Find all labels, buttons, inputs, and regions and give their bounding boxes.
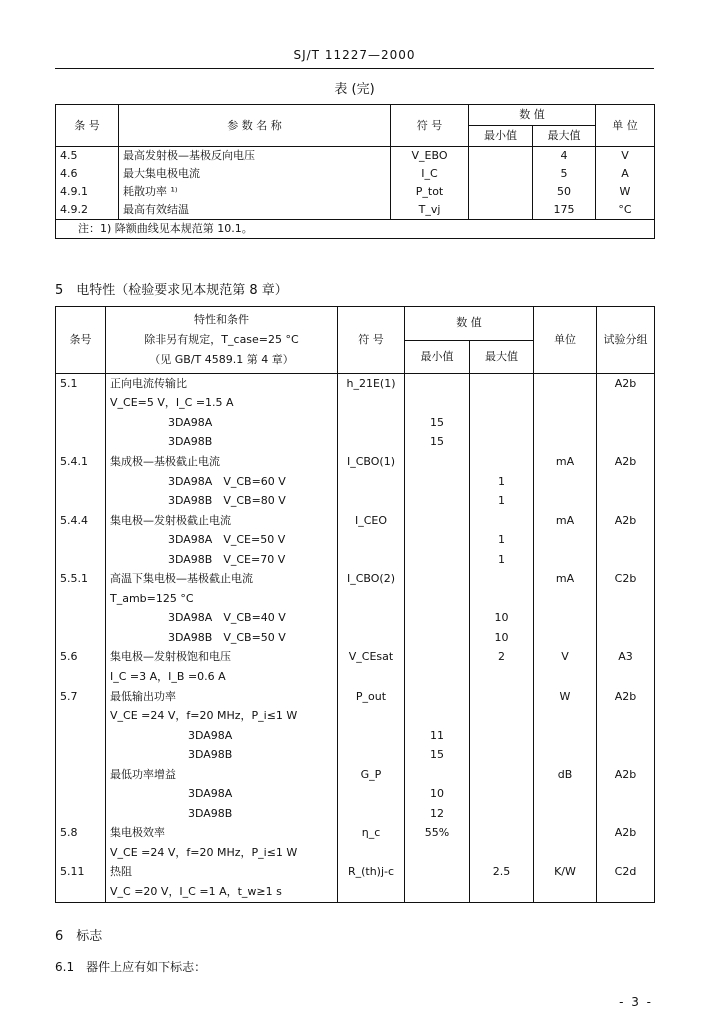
unit xyxy=(534,491,597,511)
parameter-name: 最高有效结温 xyxy=(119,201,391,220)
col-header-values: 数 值 xyxy=(405,307,534,341)
unit xyxy=(534,394,597,414)
unit xyxy=(534,726,597,746)
characteristic-text: 3DA98A V_CE=50 V xyxy=(106,530,338,550)
test-group xyxy=(597,667,655,687)
min-value xyxy=(469,201,533,220)
clause-number xyxy=(56,804,106,824)
col-header-no: 条号 xyxy=(56,307,106,374)
clause-number xyxy=(56,628,106,648)
clause-number: 5.8 xyxy=(56,824,106,844)
section-6-heading: 6 标志 xyxy=(55,929,103,944)
clause-number: 5.4.1 xyxy=(56,452,106,472)
test-group xyxy=(597,472,655,492)
conditions-title: 特性和条件 xyxy=(194,313,249,326)
table-row xyxy=(56,726,655,746)
clause-number: 5.7 xyxy=(56,687,106,707)
max-value: 1 xyxy=(470,550,534,570)
col-header-values: 数 值 xyxy=(469,105,596,126)
min-value: 11 xyxy=(405,726,470,746)
min-value xyxy=(405,550,470,570)
symbol: I_C xyxy=(391,165,469,183)
page-number: - 3 - xyxy=(619,995,653,1009)
characteristic-text: I_C =3 A，I_B =0.6 A xyxy=(106,667,338,687)
symbol xyxy=(338,433,405,453)
col-header-param: 参 数 名 称 xyxy=(119,105,391,147)
characteristic-text: 热阻 xyxy=(106,863,338,883)
max-value xyxy=(470,804,534,824)
test-group: A3 xyxy=(597,648,655,668)
characteristic-text: 3DA98A xyxy=(106,726,338,746)
characteristic-text: 3DA98B xyxy=(106,745,338,765)
characteristic-text: V_C =20 V，I_C =1 A，t_w≥1 s xyxy=(106,882,338,902)
standard-number-header: SJ/T 11227—2000 xyxy=(293,48,416,62)
max-value: 175 xyxy=(533,201,596,220)
characteristic-text: 集电极效率 xyxy=(106,824,338,844)
col-header-conditions xyxy=(106,307,338,374)
table-footnote: 注：1) 降额曲线见本规范第 10.1。 xyxy=(56,220,655,239)
characteristic-text: 高温下集电极—基极截止电流 xyxy=(106,569,338,589)
unit xyxy=(534,374,597,394)
col-header-symbol: 符 号 xyxy=(391,105,469,147)
max-value xyxy=(470,745,534,765)
max-value xyxy=(470,667,534,687)
unit xyxy=(534,628,597,648)
table-row xyxy=(56,824,655,844)
min-value xyxy=(405,648,470,668)
characteristic-text: 正向电流传输比 xyxy=(106,374,338,394)
table-row xyxy=(56,784,655,804)
min-value: 15 xyxy=(405,745,470,765)
unit: dB xyxy=(534,765,597,785)
parameter-name: 耗散功率 ¹⁾ xyxy=(119,183,391,201)
max-value: 1 xyxy=(470,472,534,492)
table-row xyxy=(56,413,655,433)
test-group xyxy=(597,784,655,804)
clause-number xyxy=(56,745,106,765)
col-header-min: 最小值 xyxy=(469,126,533,147)
symbol: P_out xyxy=(338,687,405,707)
table-row xyxy=(56,648,655,668)
col-header-min: 最小值 xyxy=(405,340,470,374)
test-group xyxy=(597,843,655,863)
symbol xyxy=(338,784,405,804)
clause-number xyxy=(56,609,106,629)
clause-number xyxy=(56,413,106,433)
characteristic-text: V_CE =24 V，f=20 MHz，P_i≤1 W xyxy=(106,706,338,726)
characteristic-text: 集电极—发射极截止电流 xyxy=(106,511,338,531)
col-header-symbol: 符 号 xyxy=(338,307,405,374)
min-value xyxy=(469,183,533,201)
max-value: 10 xyxy=(470,628,534,648)
characteristic-text: 3DA98B V_CB=80 V xyxy=(106,491,338,511)
clause-number xyxy=(56,882,106,902)
unit: A xyxy=(596,165,655,183)
min-value xyxy=(405,530,470,550)
min-value xyxy=(469,165,533,183)
table-row xyxy=(56,165,655,183)
table-row xyxy=(56,843,655,863)
table-row xyxy=(56,765,655,785)
col-header-test-group: 试验分组 xyxy=(597,307,655,374)
unit: mA xyxy=(534,569,597,589)
table-row xyxy=(56,667,655,687)
max-value: 2.5 xyxy=(470,863,534,883)
table-row xyxy=(56,863,655,883)
max-value xyxy=(470,784,534,804)
symbol: T_vj xyxy=(391,201,469,220)
min-value: 15 xyxy=(405,413,470,433)
test-group xyxy=(597,726,655,746)
unit: mA xyxy=(534,511,597,531)
unit: °C xyxy=(596,201,655,220)
clause-number xyxy=(56,550,106,570)
symbol xyxy=(338,667,405,687)
clause-number xyxy=(56,433,106,453)
test-group xyxy=(597,394,655,414)
electrical-characteristics-table xyxy=(55,306,655,903)
unit xyxy=(534,667,597,687)
symbol: I_CEO xyxy=(338,511,405,531)
test-group: A2b xyxy=(597,687,655,707)
characteristic-text: 集电极—发射极饱和电压 xyxy=(106,648,338,668)
test-group: A2b xyxy=(597,511,655,531)
max-value: 2 xyxy=(470,648,534,668)
max-value xyxy=(470,569,534,589)
table-row xyxy=(56,394,655,414)
min-value xyxy=(405,863,470,883)
symbol xyxy=(338,589,405,609)
symbol xyxy=(338,472,405,492)
max-value xyxy=(470,765,534,785)
max-value: 5 xyxy=(533,165,596,183)
max-value: 10 xyxy=(470,609,534,629)
clause-number xyxy=(56,394,106,414)
symbol xyxy=(338,530,405,550)
clause-number: 4.9.1 xyxy=(56,183,119,201)
section-5-heading: 5 电特性（检验要求见本规范第 8 章） xyxy=(55,283,288,298)
max-value xyxy=(470,726,534,746)
test-group xyxy=(597,609,655,629)
clause-number xyxy=(56,706,106,726)
symbol xyxy=(338,491,405,511)
clause-number: 4.5 xyxy=(56,147,119,166)
table-row xyxy=(56,804,655,824)
conditions-line-3: （见 GB/T 4589.1 第 4 章） xyxy=(149,353,294,366)
table-row xyxy=(56,745,655,765)
table-row xyxy=(56,882,655,902)
table-row xyxy=(56,183,655,201)
col-header-max: 最大值 xyxy=(533,126,596,147)
unit xyxy=(534,706,597,726)
clause-number xyxy=(56,530,106,550)
test-group xyxy=(597,433,655,453)
table-row xyxy=(56,687,655,707)
max-value: 4 xyxy=(533,147,596,166)
unit xyxy=(534,843,597,863)
col-header-unit: 单 位 xyxy=(596,105,655,147)
clause-number: 5.6 xyxy=(56,648,106,668)
clause-number xyxy=(56,843,106,863)
table-row xyxy=(56,433,655,453)
max-value xyxy=(470,413,534,433)
unit xyxy=(534,413,597,433)
table-row xyxy=(56,530,655,550)
characteristic-text: 最低输出功率 xyxy=(106,687,338,707)
unit xyxy=(534,433,597,453)
test-group xyxy=(597,589,655,609)
symbol: G_P xyxy=(338,765,405,785)
conditions-line-2: 除非另有规定，T_case=25 °C xyxy=(144,333,299,346)
unit: W xyxy=(596,183,655,201)
characteristic-text: 3DA98A V_CB=60 V xyxy=(106,472,338,492)
unit xyxy=(534,824,597,844)
unit: V xyxy=(534,648,597,668)
symbol: R_(th)j-c xyxy=(338,863,405,883)
test-group: A2b xyxy=(597,765,655,785)
clause-number: 5.4.4 xyxy=(56,511,106,531)
test-group: C2b xyxy=(597,569,655,589)
clause-number: 5.11 xyxy=(56,863,106,883)
min-value xyxy=(405,374,470,394)
unit xyxy=(534,609,597,629)
unit xyxy=(534,745,597,765)
clause-number xyxy=(56,472,106,492)
characteristic-text: V_CE=5 V，I_C =1.5 A xyxy=(106,394,338,414)
parameter-table xyxy=(55,104,655,239)
clause-number: 5.1 xyxy=(56,374,106,394)
symbol xyxy=(338,706,405,726)
symbol xyxy=(338,394,405,414)
test-group: A2b xyxy=(597,374,655,394)
clause-number: 4.9.2 xyxy=(56,201,119,220)
clause-number xyxy=(56,667,106,687)
characteristic-text: 最低功率增益 xyxy=(106,765,338,785)
characteristic-text: T_amb=125 °C xyxy=(106,589,338,609)
symbol: η_c xyxy=(338,824,405,844)
symbol xyxy=(338,804,405,824)
parameter-name: 最大集电极电流 xyxy=(119,165,391,183)
min-value xyxy=(405,394,470,414)
max-value xyxy=(470,824,534,844)
symbol xyxy=(338,843,405,863)
unit: V xyxy=(596,147,655,166)
clause-number xyxy=(56,589,106,609)
min-value xyxy=(405,687,470,707)
max-value xyxy=(470,706,534,726)
unit: mA xyxy=(534,452,597,472)
test-group: A2b xyxy=(597,824,655,844)
characteristic-text: 3DA98A xyxy=(106,413,338,433)
col-header-no: 条 号 xyxy=(56,105,119,147)
clause-number xyxy=(56,784,106,804)
test-group xyxy=(597,550,655,570)
test-group: C2d xyxy=(597,863,655,883)
table-row xyxy=(56,706,655,726)
test-group xyxy=(597,804,655,824)
max-value: 1 xyxy=(470,491,534,511)
min-value xyxy=(405,569,470,589)
symbol: h_21E(1) xyxy=(338,374,405,394)
min-value xyxy=(405,882,470,902)
clause-number: 5.5.1 xyxy=(56,569,106,589)
table-row xyxy=(56,472,655,492)
table-row xyxy=(56,589,655,609)
max-value xyxy=(470,452,534,472)
characteristic-text: 3DA98B V_CE=70 V xyxy=(106,550,338,570)
min-value: 10 xyxy=(405,784,470,804)
min-value xyxy=(405,667,470,687)
min-value xyxy=(405,628,470,648)
clause-number xyxy=(56,765,106,785)
max-value xyxy=(470,433,534,453)
symbol xyxy=(338,628,405,648)
min-value: 15 xyxy=(405,433,470,453)
symbol xyxy=(338,413,405,433)
section-6-1-text: 6.1 器件上应有如下标志： xyxy=(55,960,207,974)
table-row xyxy=(56,147,655,166)
symbol xyxy=(338,550,405,570)
unit: K/W xyxy=(534,863,597,883)
characteristic-text: 3DA98A xyxy=(106,784,338,804)
table-row xyxy=(56,569,655,589)
max-value: 1 xyxy=(470,530,534,550)
symbol: P_tot xyxy=(391,183,469,201)
unit: W xyxy=(534,687,597,707)
min-value: 12 xyxy=(405,804,470,824)
min-value xyxy=(405,491,470,511)
min-value xyxy=(405,843,470,863)
table-row xyxy=(56,452,655,472)
table-row xyxy=(56,511,655,531)
col-header-unit: 单位 xyxy=(534,307,597,374)
unit xyxy=(534,550,597,570)
table-row xyxy=(56,609,655,629)
symbol: V_CEsat xyxy=(338,648,405,668)
test-group: A2b xyxy=(597,452,655,472)
unit xyxy=(534,804,597,824)
characteristic-text: 3DA98B xyxy=(106,433,338,453)
min-value xyxy=(469,147,533,166)
min-value xyxy=(405,706,470,726)
unit xyxy=(534,589,597,609)
min-value xyxy=(405,589,470,609)
header-rule xyxy=(55,68,654,69)
unit xyxy=(534,882,597,902)
symbol xyxy=(338,882,405,902)
test-group xyxy=(597,530,655,550)
unit xyxy=(534,784,597,804)
symbol xyxy=(338,609,405,629)
max-value xyxy=(470,687,534,707)
max-value xyxy=(470,882,534,902)
max-value xyxy=(470,511,534,531)
min-value xyxy=(405,452,470,472)
table-row xyxy=(56,374,655,394)
parameter-name: 最高发射极—基极反向电压 xyxy=(119,147,391,166)
table-row xyxy=(56,491,655,511)
min-value xyxy=(405,472,470,492)
max-value: 50 xyxy=(533,183,596,201)
table-row xyxy=(56,201,655,220)
clause-number: 4.6 xyxy=(56,165,119,183)
test-group xyxy=(597,745,655,765)
characteristic-text: 集成极—基极截止电流 xyxy=(106,452,338,472)
symbol xyxy=(338,745,405,765)
min-value xyxy=(405,609,470,629)
max-value xyxy=(470,843,534,863)
max-value xyxy=(470,374,534,394)
test-group xyxy=(597,491,655,511)
min-value xyxy=(405,765,470,785)
symbol: I_CBO(1) xyxy=(338,452,405,472)
min-value xyxy=(405,511,470,531)
characteristic-text: 3DA98B xyxy=(106,804,338,824)
characteristic-text: V_CE =24 V，f=20 MHz，P_i≤1 W xyxy=(106,843,338,863)
clause-number xyxy=(56,491,106,511)
symbol xyxy=(338,726,405,746)
max-value xyxy=(470,394,534,414)
max-value xyxy=(470,589,534,609)
table-caption: 表 (完) xyxy=(334,82,375,97)
min-value: 55% xyxy=(405,824,470,844)
characteristic-text: 3DA98A V_CB=40 V xyxy=(106,609,338,629)
test-group xyxy=(597,706,655,726)
unit xyxy=(534,472,597,492)
unit xyxy=(534,530,597,550)
test-group xyxy=(597,628,655,648)
test-group xyxy=(597,882,655,902)
table-row xyxy=(56,628,655,648)
col-header-max: 最大值 xyxy=(470,340,534,374)
symbol: V_EBO xyxy=(391,147,469,166)
symbol: I_CBO(2) xyxy=(338,569,405,589)
table-row xyxy=(56,550,655,570)
test-group xyxy=(597,413,655,433)
characteristic-text: 3DA98B V_CB=50 V xyxy=(106,628,338,648)
clause-number xyxy=(56,726,106,746)
